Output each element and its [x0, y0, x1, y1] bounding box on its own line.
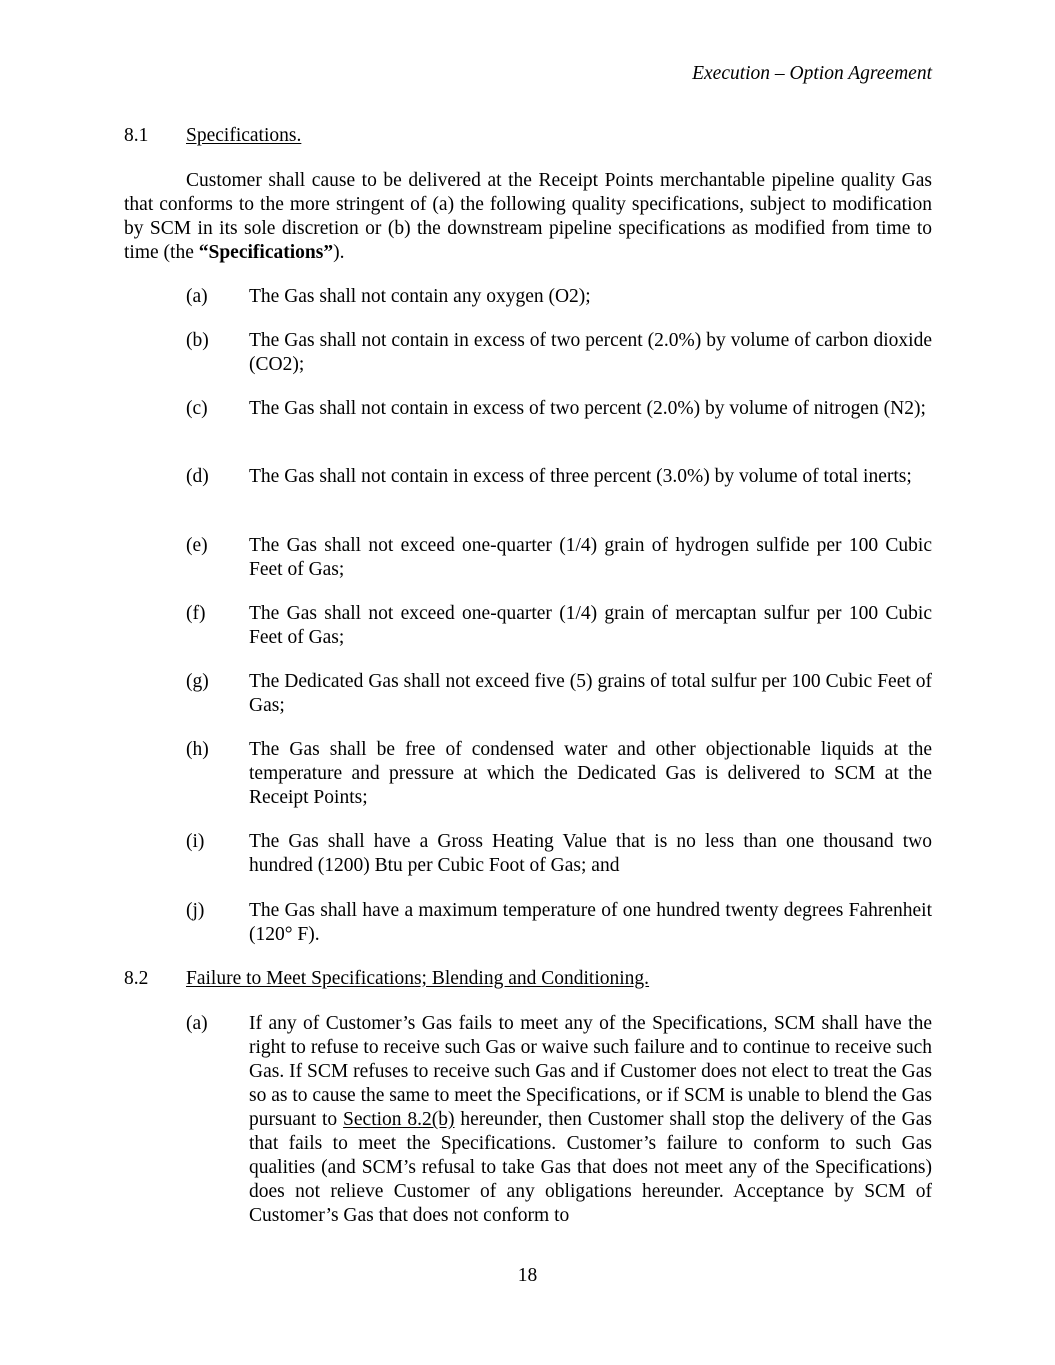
item-label: (f) — [186, 603, 206, 624]
item-label: (a) — [186, 1013, 208, 1034]
item-text — [249, 1012, 932, 1228]
section-reference-link[interactable]: Section 8.2(b) — [343, 1109, 455, 1130]
item-text-part: hereunder, then Customer shall stop the delivery of the Gas that fails to meet the Specifications. Customer’s failure to conform to such Gas qualities (and SCM’s refusal to take Gas that does not meet any of the Specifications) does not relieve Customer of any obligations hereunder. Acceptance by SCM of Customer’s Gas that does not conform to — [249, 1109, 932, 1226]
section-number: 8.1 — [124, 125, 149, 146]
item-label: (b) — [186, 330, 209, 351]
item-text: The Gas shall be free of condensed water and other objectionable liquids at the temperature and pressure at which the Dedicated Gas is delivered to SCM at the Receipt Points; — [249, 739, 932, 808]
section-number: 8.2 — [124, 968, 149, 989]
document-header: Execution – Option Agreement — [692, 63, 932, 84]
item-text-part: If any of Customer’s Gas fails to meet any of the Specifications, SCM shall have the right to refuse to receive such Gas or waive such failure and to continue to receive such Gas. If SCM refuses to receive such Gas and if Customer does not elect to treat the Gas so as to cause the same to meet the Specifications, or if SCM is unable to blend the Gas pursuant to — [249, 1013, 932, 1130]
intro-text: Customer shall cause to be delivered at the Receipt Points merchantable pipeline quality Gas that conforms to the more stringent of (a) the following quality specifications, subject to modification by SCM in its sole discretion or (b) the downstream pipeline specifications as modified from time to time (the — [124, 170, 932, 263]
item-label: (g) — [186, 671, 209, 692]
item-text: The Gas shall have a maximum temperature of one hundred twenty degrees Fahrenheit (120° F). — [249, 900, 932, 945]
item-label: (c) — [186, 398, 208, 419]
intro-text-end: ). — [333, 242, 345, 263]
section-8-1-intro — [124, 169, 932, 265]
item-label: (h) — [186, 739, 209, 760]
item-text: The Dedicated Gas shall not exceed five (5) grains of total sulfur per 100 Cubic Feet of Gas; — [249, 671, 932, 716]
item-text: The Gas shall have a Gross Heating Value that is no less than one thousand two hundred (1200) Btu per Cubic Foot of Gas; and — [249, 831, 932, 876]
section-title: Failure to Meet Specifications; Blending and Conditioning. — [186, 968, 650, 989]
item-label: (a) — [186, 286, 208, 307]
item-label: (e) — [186, 535, 208, 556]
item-label: (i) — [186, 831, 205, 852]
item-label: (d) — [186, 466, 209, 487]
item-text: The Gas shall not contain in excess of two percent (2.0%) by volume of nitrogen (N2); — [249, 398, 926, 419]
page-number: 18 — [517, 1265, 538, 1286]
item-text: The Gas shall not contain any oxygen (O2); — [249, 286, 591, 307]
item-text: The Gas shall not contain in excess of two percent (2.0%) by volume of carbon dioxide (CO2); — [249, 330, 932, 375]
section-title: Specifications. — [186, 125, 302, 146]
defined-term: “Specifications” — [198, 242, 334, 263]
item-text: The Gas shall not exceed one-quarter (1/4) grain of mercaptan sulfur per 100 Cubic Feet of Gas; — [249, 603, 932, 648]
item-text: The Gas shall not exceed one-quarter (1/4) grain of hydrogen sulfide per 100 Cubic Feet of Gas; — [249, 535, 932, 580]
item-text: The Gas shall not contain in excess of three percent (3.0%) by volume of total inerts; — [249, 466, 912, 487]
item-label: (j) — [186, 900, 205, 921]
